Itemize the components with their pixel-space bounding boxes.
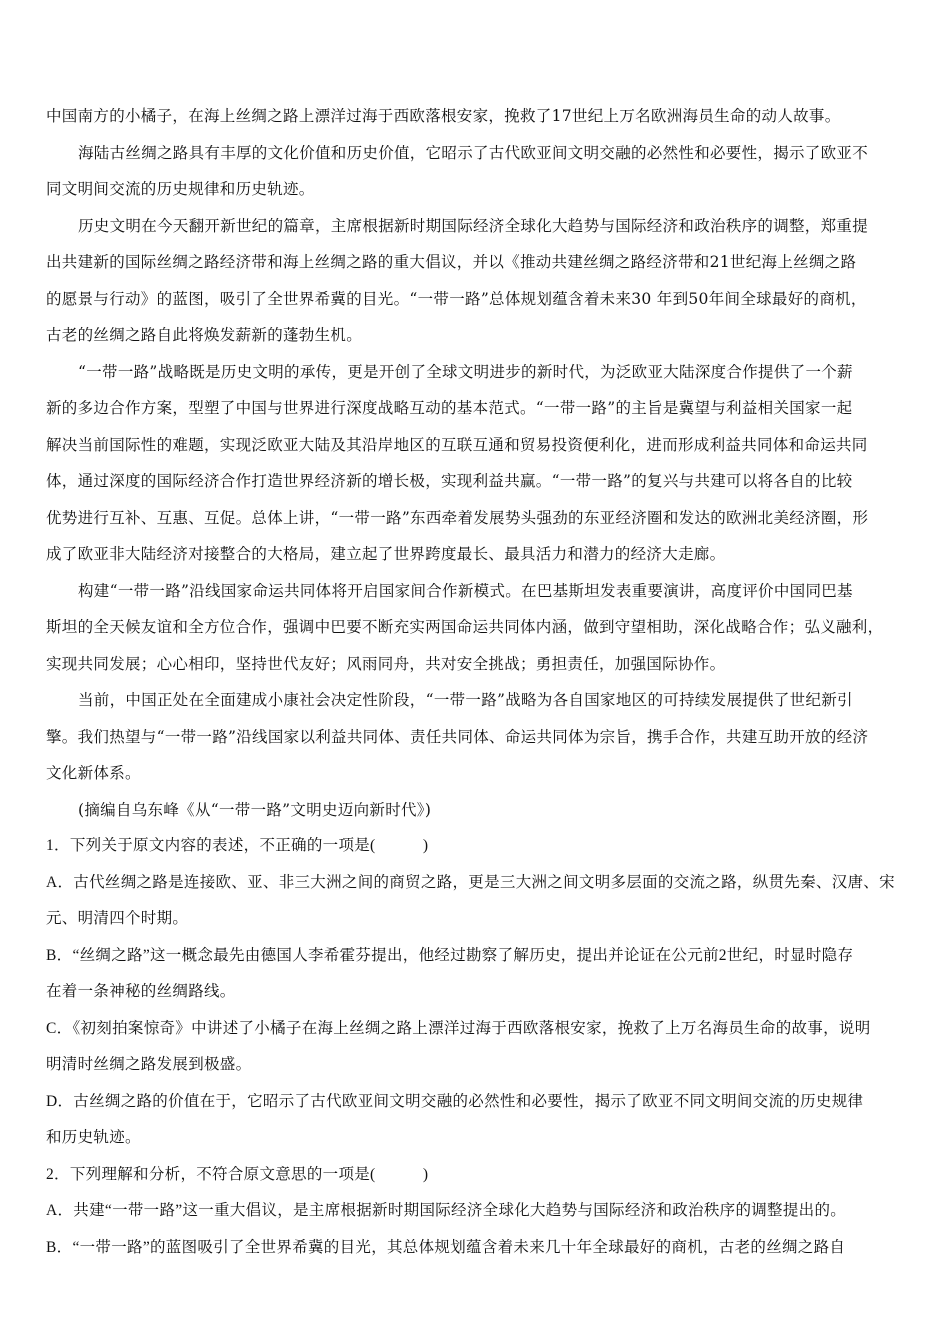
question-1-option-b: B．“丝绸之路”这一概念最先由德国人李希霍芬提出，他经过勘察了解历史，提出并论证在公元前2世纪，时显时隐存 (46, 946, 854, 964)
passage-line: 中国南方的小橘子，在海上丝绸之路上漂洋过海于西欧落根安家，挽救了17世纪上万名欧洲海员生命的动人故事。 (46, 107, 841, 125)
question-1-option-a-cont: 元、明清四个时期。 (46, 910, 189, 927)
question-1-option-b-cont: 在着一条神秘的丝绸路线。 (46, 983, 236, 1000)
passage-line: 文化新体系。 (46, 764, 141, 782)
passage-line: 体，通过深度的国际经济合作打造世界经济新的增长极，实现利益共赢。“一带一路”的复兴与共建可以将各自的比较 (46, 472, 853, 490)
question-1-option-c: C．《初刻拍案惊奇》中讲述了小橘子在海上丝绸之路上漂洋过海于西欧落根安家，挽救了上万名海员生命的故事，说明 (46, 1019, 871, 1037)
question-1-option-a: A．古代丝绸之路是连接欧、亚、非三大洲之间的商贸之路，更是三大洲之间文明多层面的交流之路，纵贯先秦、汉唐、宋 (46, 873, 895, 891)
passage-line: 当前，中国正处在全面建成小康社会决定性阶段，“一带一路”战略为各自国家地区的可持续发展提供了世纪新引 (78, 691, 853, 709)
passage-line: 擎。我们热望与“一带一路”沿线国家以利益共同体、责任共同体、命运共同体为宗旨，携手合作，共建互助开放的经济 (46, 727, 869, 746)
question-1-option-c-cont: 明清时丝绸之路发展到极盛。 (46, 1056, 252, 1073)
passage-line: 出共建新的国际丝绸之路经济带和海上丝绸之路的重大倡议，并以《推动共建丝绸之路经济带和21世纪海上丝绸之路 (46, 253, 857, 271)
passage-line: 优势进行互补、互惠、互促。总体上讲，“一带一路”东西牵着发展势头强劲的东亚经济圈和发达的欧洲北美经济圈，形 (46, 508, 869, 527)
passage-line: 构建“一带一路”沿线国家命运共同体将开启国家间合作新模式。在巴基斯坦发表重要演讲，高度评价中国同巴基 (78, 581, 853, 600)
passage-line: 实现共同发展；心心相印，坚持世代友好；风雨同舟，共对安全挑战；勇担责任，加强国际协作。 (46, 654, 726, 673)
question-2-stem: 2．下列理解和分析，不符合原文意思的一项是( ) (46, 1165, 429, 1183)
document-page (46, 98, 908, 1266)
passage-line: 历史文明在今天翻开新世纪的篇章，主席根据新时期国际经济全球化大趋势与国际经济和政治秩序的调整，郑重提 (78, 216, 869, 235)
question-1-stem: 1．下列关于原文内容的表述，不正确的一项是( ) (46, 837, 429, 854)
question-2-option-a: A．共建“一带一路”这一重大倡议，是主席根据新时期国际经济全球化大趋势与国际经济和政治秩序的调整提出的。 (46, 1202, 847, 1219)
passage-line: 斯坦的全天候友谊和全方位合作，强调中巴要不断充实两国命运共同体内涵，做到守望相助，深化战略合作；弘义融利， (46, 618, 884, 636)
passage-line: 同文明间交流的历史规律和历史轨迹。 (46, 180, 315, 198)
passage-source: (摘编自乌东峰《从“一带一路”文明史迈向新时代》) (78, 800, 432, 819)
passage-line: 海陆古丝绸之路具有丰厚的文化价值和历史价值，它昭示了古代欧亚间文明交融的必然性和必要性，揭示了欧亚不 (78, 143, 869, 162)
question-2-option-b: B．“一带一路”的蓝图吸引了全世界希冀的目光，其总体规划蕴含着未来几十年全球最好的商机，古老的丝绸之路自 (46, 1238, 846, 1256)
passage-line: “一带一路”战略既是历史文明的承传，更是开创了全球文明进步的新时代，为泛欧亚大陆深度合作提供了一个薪 (78, 362, 853, 381)
question-1-option-d-cont: 和历史轨迹。 (46, 1129, 141, 1146)
passage-line: 新的多边合作方案，型塑了中国与世界进行深度战略互动的基本范式。“一带一路”的主旨是冀望与利益相关国家一起 (46, 399, 853, 417)
question-1-option-d: D．古丝绸之路的价值在于，它昭示了古代欧亚间文明交融的必然性和必要性，揭示了欧亚不同文明间交流的历史规律 (46, 1092, 864, 1110)
passage-line: 解决当前国际性的难题，实现泛欧亚大陆及其沿岸地区的互联互通和贸易投资便利化，进而形成利益共同体和命运共同 (46, 435, 868, 454)
passage-line: 的愿景与行动》的蓝图，吸引了全世界希冀的目光。“一带一路”总体规划蕴含着未来30 年到50年间全球最好的商机， (46, 289, 867, 308)
passage-line: 成了欧亚非大陆经济对接整合的大格局，建立起了世界跨度最长、最具活力和潜力的经济大走廊。 (46, 545, 726, 563)
passage-line: 古老的丝绸之路自此将焕发薪新的蓬勃生机。 (46, 326, 363, 344)
